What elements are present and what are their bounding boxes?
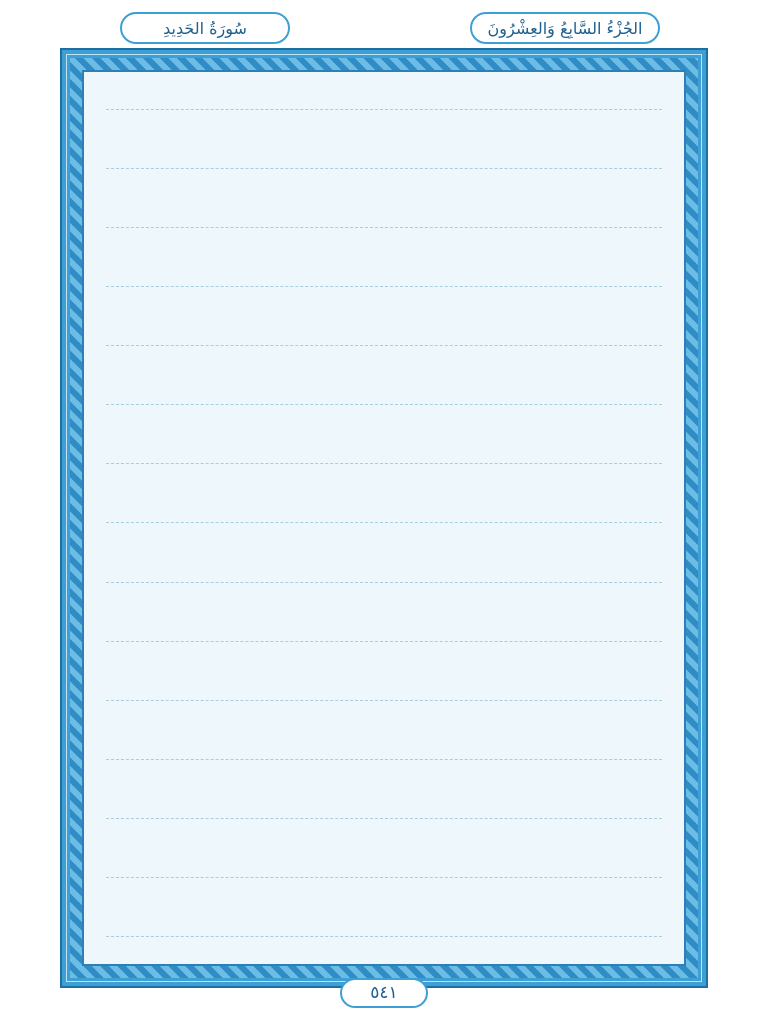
text-line — [106, 681, 662, 709]
text-line-content — [106, 690, 662, 701]
text-line-content — [106, 158, 662, 169]
text-line-content — [106, 512, 662, 523]
text-line-content — [106, 749, 662, 760]
text-line-content — [106, 572, 662, 583]
text-line — [106, 563, 662, 591]
text-line-content — [106, 276, 662, 287]
text-line-content — [106, 926, 662, 937]
text-line — [106, 918, 662, 946]
text-line — [106, 445, 662, 473]
text-line — [106, 800, 662, 828]
text-line — [106, 327, 662, 355]
ornamental-frame — [60, 48, 708, 988]
page-number: ٥٤١ — [340, 978, 428, 1008]
text-line — [106, 149, 662, 177]
text-line — [106, 267, 662, 295]
text-line-content — [106, 808, 662, 819]
text-line-content — [106, 335, 662, 346]
text-line — [106, 90, 662, 118]
text-lines — [106, 90, 662, 946]
text-line-content — [106, 453, 662, 464]
text-panel — [82, 70, 686, 966]
text-line-content — [106, 99, 662, 110]
text-line-content — [106, 867, 662, 878]
surah-name-label: سُورَةُ الحَدِيدِ — [120, 12, 290, 44]
text-line-content — [106, 394, 662, 405]
text-line-content — [106, 217, 662, 228]
text-line — [106, 859, 662, 887]
text-line — [106, 208, 662, 236]
text-line — [106, 741, 662, 769]
juz-name-label: الجُزْءُ السَّابِعُ وَالعِشْرُونَ — [470, 12, 660, 44]
text-line — [106, 504, 662, 532]
text-line — [106, 622, 662, 650]
text-line — [106, 386, 662, 414]
text-line-content — [106, 631, 662, 642]
